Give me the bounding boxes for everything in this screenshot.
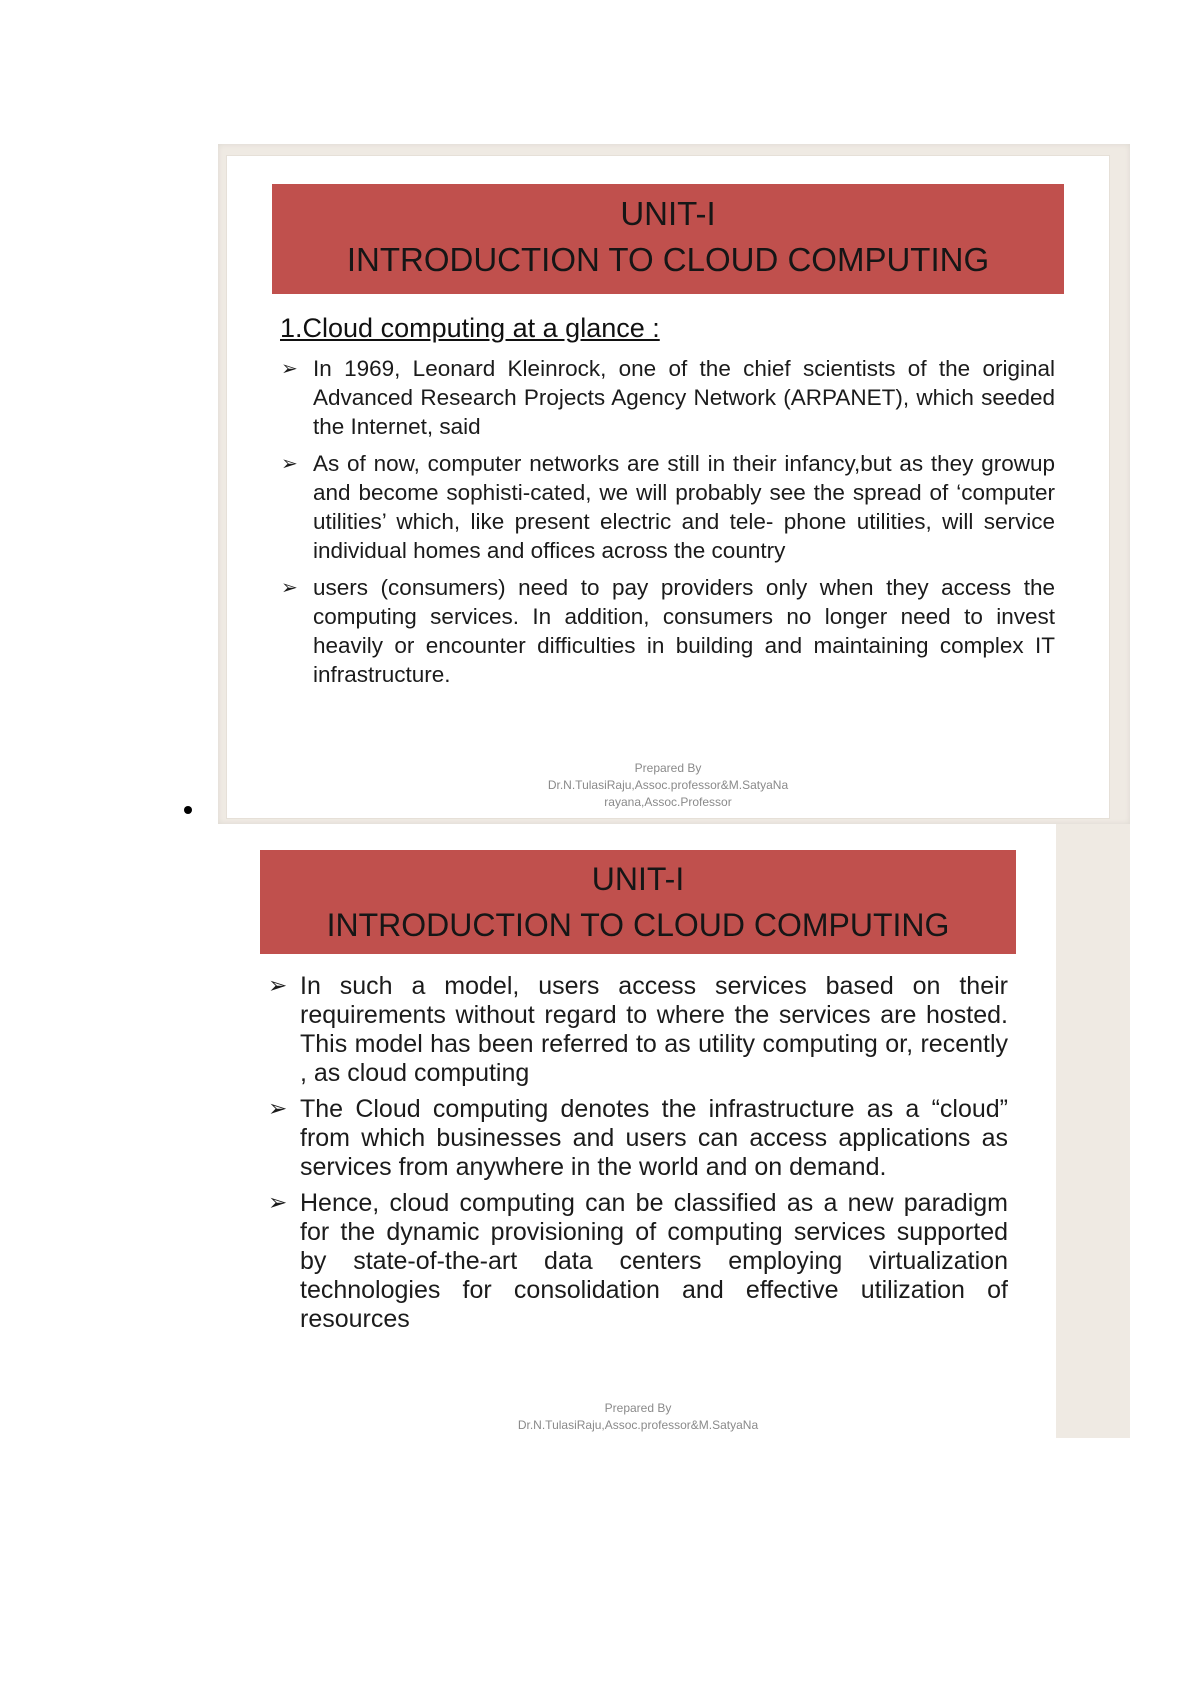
- bullet-text: In 1969, Leonard Kleinrock, one of the chief scientists of the original Advanced Research Projects Agency Network (ARPANET), which seeded the Internet, said: [313, 356, 1055, 439]
- bullet-text: The Cloud computing denotes the infrastructure as a “cloud” from which businesses and users can access applications as services from anywhere in the world and on demand.: [300, 1095, 1008, 1181]
- slide-2-chapter-title: INTRODUCTION TO CLOUD COMPUTING: [326, 907, 950, 943]
- slide-1-header-banner: [272, 184, 1064, 294]
- bullet-text: In such a model, users access services based on their requirements without regard to where the services are hosted. This model has been referred to as utility computing or, recently , as cloud computing: [300, 972, 1008, 1087]
- bullet-item: [281, 354, 1055, 441]
- footer-prepared-by: Prepared By: [604, 1401, 672, 1415]
- arrow-bullet-icon: ➢: [268, 1190, 288, 1216]
- section-title: 1.Cloud computing at a glance :: [280, 313, 660, 343]
- bullet-item: [268, 1189, 1008, 1334]
- bullet-text: users (consumers) need to pay providers only when they access the computing services. In addition, consumers no longer need to invest heavily or encounter difficulties in building and maintaining complex IT infrastructure.: [313, 575, 1055, 687]
- bullet-item: [281, 573, 1055, 689]
- list-bullet-dot: [184, 806, 192, 814]
- footer-authors-cont: rayana,Assoc.Professor: [604, 795, 732, 809]
- arrow-bullet-icon: ➢: [268, 973, 288, 999]
- bullet-text: As of now, computer networks are still in their infancy,but as they growup and become sophisti-cated, we will probably see the spread of ‘computer utilities’ which, like present electric and tele- phone utilities, will service individual homes and offices across the country: [313, 451, 1055, 563]
- bullet-text: Hence, cloud computing can be classified as a new paradigm for the dynamic provisioning of computing services supported by state-of-the-art data centers employing virtualization technologies for consolidation and effective utilization of resources: [300, 1189, 1008, 1333]
- slide-2-bullet-list: [268, 972, 1008, 1341]
- slide-2-header-banner: [260, 850, 1016, 954]
- arrow-bullet-icon: ➢: [281, 451, 298, 475]
- arrow-bullet-icon: ➢: [268, 1096, 288, 1122]
- slide-1-chapter-title: INTRODUCTION TO CLOUD COMPUTING: [346, 241, 990, 278]
- footer-authors: Dr.N.TulasiRaju,Assoc.professor&M.SatyaNa: [517, 1418, 759, 1432]
- slide-1-bullet-list: [281, 354, 1055, 697]
- bullet-item: [281, 449, 1055, 565]
- arrow-bullet-icon: ➢: [281, 575, 298, 599]
- slide-2-unit-title: UNIT-I: [591, 861, 685, 897]
- arrow-bullet-icon: ➢: [281, 356, 298, 380]
- slide-1-footer: [468, 760, 868, 811]
- bullet-item: [268, 972, 1008, 1088]
- footer-prepared-by: Prepared By: [634, 761, 702, 775]
- slide-1: [226, 155, 1110, 819]
- bullet-item: [268, 1095, 1008, 1182]
- slide-1-unit-title: UNIT-I: [620, 195, 716, 232]
- footer-authors: Dr.N.TulasiRaju,Assoc.professor&M.SatyaNa: [547, 778, 789, 792]
- slide-2: [218, 824, 1056, 1438]
- slide-2-footer: [438, 1400, 838, 1434]
